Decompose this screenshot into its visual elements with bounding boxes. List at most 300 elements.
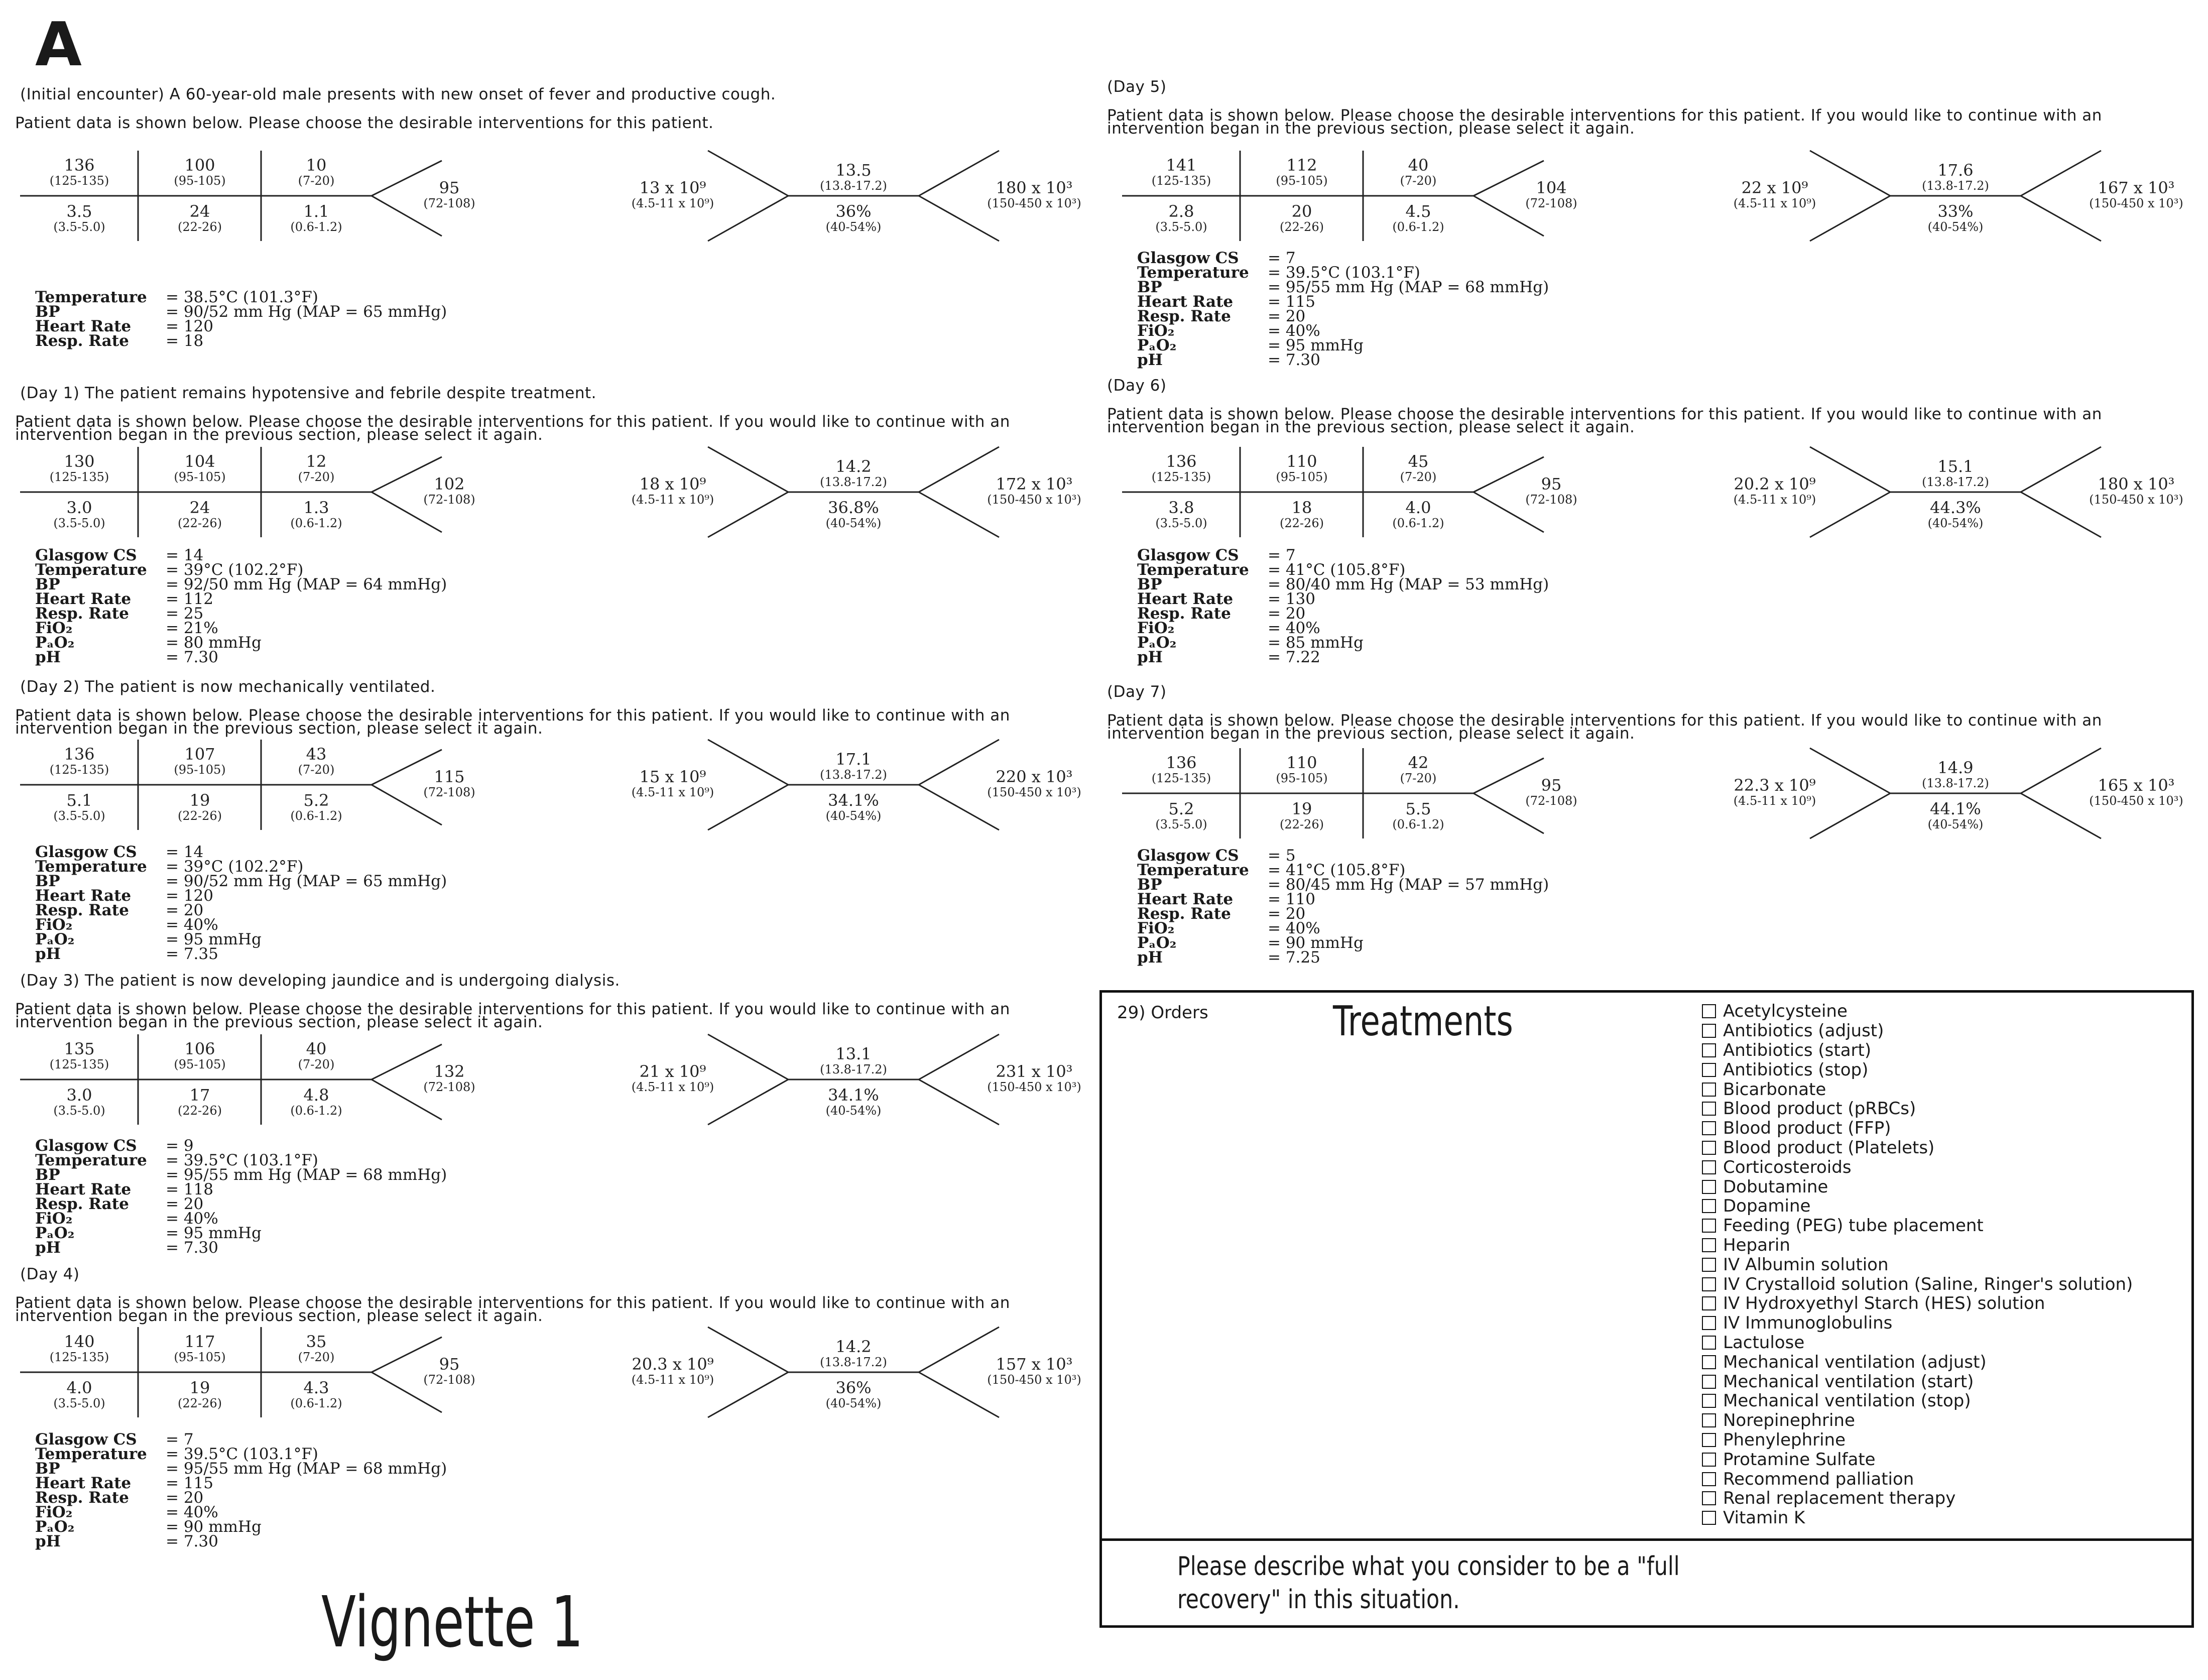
vital-value: = 7.25 (1268, 948, 1320, 967)
vitals-list (1137, 849, 1549, 965)
bmp-sodium: 136 (64, 156, 95, 175)
bmp-creatinine: 1.3 (303, 498, 329, 517)
bmp-bicarbonate-ref: (22-26) (1280, 817, 1324, 831)
vitals-list (35, 1432, 447, 1549)
vital-label: Resp. Rate (1137, 605, 1231, 623)
bmp-bun: 35 (306, 1332, 327, 1351)
vital-value: = 130 (1268, 590, 1315, 608)
cbc-hemoglobin: 14.2 (835, 1337, 872, 1356)
bmp-bicarbonate: 19 (189, 791, 210, 810)
vital-label: Heart Rate (1137, 590, 1234, 608)
vital-value: = 20 (166, 901, 204, 919)
treatment-option[interactable] (1702, 1391, 2133, 1411)
bmp-glucose-ref: (72-108) (1525, 493, 1577, 507)
vital-label: pH (35, 1239, 61, 1257)
cbc-hemoglobin-ref: (13.8-17.2) (820, 1355, 887, 1369)
cbc-hematocrit: 36% (835, 202, 872, 221)
checkbox[interactable] (1702, 1453, 1716, 1467)
checkbox[interactable] (1702, 1024, 1716, 1038)
cbc-hematocrit-ref: (40-54%) (825, 1396, 882, 1410)
checkbox[interactable] (1702, 1121, 1716, 1135)
bmp-glucose: 104 (1536, 178, 1567, 197)
vital-label: PₐO₂ (35, 1518, 75, 1536)
bmp-chloride-ref: (95-105) (174, 1350, 226, 1364)
bmp-chloride-ref: (95-105) (174, 174, 226, 188)
cbc-hemoglobin-ref: (13.8-17.2) (1922, 776, 1989, 790)
treatment-option[interactable] (1702, 1021, 2133, 1041)
checkbox[interactable] (1702, 1199, 1716, 1213)
bmp-bun: 10 (306, 156, 327, 175)
cbc-hemoglobin-ref: (13.8-17.2) (1922, 475, 1989, 489)
treatment-option[interactable] (1702, 1489, 2133, 1508)
bmp-creatinine-ref: (0.6-1.2) (290, 809, 342, 823)
vital-value: = 20 (1268, 307, 1306, 325)
bmp-creatinine: 5.5 (1405, 799, 1431, 818)
cbc-hemoglobin: 14.2 (835, 457, 872, 476)
vital-label: PₐO₂ (35, 634, 75, 652)
checkbox[interactable] (1702, 1511, 1716, 1525)
treatment-option[interactable] (1702, 1060, 2133, 1079)
treatments-checklist (1702, 1002, 2133, 1528)
cbc-hematocrit: 44.3% (1930, 498, 1981, 517)
checkbox[interactable] (1702, 1296, 1716, 1310)
cbc-wbc: 22 x 10⁹ (1741, 178, 1808, 197)
vital-value: = 110 (1268, 890, 1315, 908)
full-recovery-prompt: Please describe what you consider to be a "full recovery" in this situation. (1177, 1551, 1680, 1615)
section-prompt: Patient data is shown below. Please choose the desirable interventions for this patient. If you would like to continue with an intervention began in the previous section, please select it again. (15, 1294, 1010, 1325)
vital-label: PₐO₂ (35, 1224, 75, 1242)
cbc-wbc: 21 x 10⁹ (639, 1062, 706, 1081)
vital-label: Temperature (35, 858, 147, 876)
treatment-option[interactable] (1702, 1255, 2133, 1274)
cbc-hematocrit-ref: (40-54%) (825, 809, 882, 823)
vital-label: Glasgow CS (35, 546, 137, 564)
cbc-platelets: 231 x 10³ (996, 1062, 1073, 1081)
cbc-hematocrit: 34.1% (828, 1086, 879, 1105)
vital-label: BP (1137, 575, 1162, 593)
vital-value: = 21% (166, 619, 218, 637)
vital-row (35, 1491, 447, 1505)
bmp-bun: 42 (1408, 753, 1429, 772)
vital-value: = 5 (1268, 847, 1296, 865)
section-header: (Day 3) The patient is now developing jaundice and is undergoing dialysis. (20, 972, 620, 990)
vital-value: = 40% (166, 1210, 218, 1228)
vital-value: = 20 (1268, 905, 1306, 923)
vital-label: Glasgow CS (35, 1137, 137, 1155)
bmp-creatinine-ref: (0.6-1.2) (290, 1104, 342, 1118)
bmp-bicarbonate-ref: (22-26) (178, 1104, 222, 1118)
vital-label: Temperature (35, 288, 147, 306)
treatment-label: Vitamin K (1723, 1508, 1805, 1528)
treatment-option[interactable] (1702, 1138, 2133, 1158)
vital-value: = 40% (1268, 322, 1320, 340)
bmp-creatinine-ref: (0.6-1.2) (1392, 817, 1444, 831)
checkbox[interactable] (1702, 1238, 1716, 1252)
bmp-sodium: 136 (1166, 753, 1197, 772)
cbc-wbc: 22.3 x 10⁹ (1734, 776, 1816, 795)
treatment-option[interactable] (1702, 1469, 2133, 1489)
bmp-creatinine-ref: (0.6-1.2) (1392, 220, 1444, 234)
vital-value: = 90/52 mm Hg (MAP = 65 mmHg) (166, 303, 447, 321)
cbc-wbc: 18 x 10⁹ (639, 474, 706, 494)
bmp-bicarbonate-ref: (22-26) (178, 516, 222, 530)
cbc-hemoglobin: 13.5 (835, 161, 872, 180)
treatment-label: Blood product (pRBCs) (1723, 1099, 1916, 1119)
vital-label: Temperature (35, 561, 147, 579)
cbc-wbc-ref: (4.5-11 x 10⁹) (631, 1080, 714, 1094)
checkbox[interactable] (1702, 1083, 1716, 1097)
bmp-creatinine-ref: (0.6-1.2) (290, 516, 342, 530)
treatment-option[interactable] (1702, 1196, 2133, 1216)
vital-value: = 39°C (102.2°F) (166, 858, 304, 876)
cbc-wbc: 15 x 10⁹ (639, 767, 706, 786)
bmp-potassium: 3.8 (1168, 498, 1194, 517)
cbc-hemoglobin: 14.9 (1937, 758, 1974, 777)
treatment-label: Heparin (1723, 1235, 1790, 1255)
vital-label: FiO₂ (1137, 322, 1175, 340)
cbc-wbc-ref: (4.5-11 x 10⁹) (631, 493, 714, 507)
bmp-potassium: 5.2 (1168, 799, 1194, 818)
vital-value: = 118 (166, 1180, 213, 1198)
bmp-bun: 40 (306, 1039, 327, 1058)
vital-label: Resp. Rate (35, 1489, 129, 1507)
checkbox[interactable] (1702, 1160, 1716, 1174)
vital-label: Glasgow CS (35, 843, 137, 861)
cbc-hematocrit: 34.1% (828, 791, 879, 810)
bmp-potassium: 3.5 (66, 202, 92, 221)
section-prompt: Patient data is shown below. Please choose the desirable interventions for this patient. If you would like to continue with an intervention began in the previous section, please select it again. (1107, 106, 2102, 138)
bmp-potassium-ref: (3.5-5.0) (1155, 220, 1207, 234)
vital-row (35, 1534, 447, 1549)
section-header: (Initial encounter) A 60-year-old male presents with new onset of fever and productive cough. (20, 85, 776, 103)
vital-label: pH (1137, 948, 1163, 967)
bmp-sodium-ref: (125-135) (49, 1350, 109, 1364)
bmp-potassium: 5.1 (66, 791, 92, 810)
cbc-platelets: 167 x 10³ (2098, 178, 2175, 197)
vital-value: = 7.22 (1268, 648, 1320, 666)
bmp-bicarbonate-ref: (22-26) (1280, 220, 1324, 234)
bmp-potassium: 2.8 (1168, 202, 1194, 221)
vital-value: = 39.5°C (103.1°F) (166, 1151, 318, 1169)
treatment-label: Dobutamine (1723, 1176, 1828, 1197)
vital-label: Resp. Rate (35, 1195, 129, 1213)
cbc-hemoglobin: 17.1 (835, 750, 872, 769)
bmp-potassium-ref: (3.5-5.0) (53, 1104, 105, 1118)
section-header: (Day 5) (1107, 78, 1167, 96)
checkbox[interactable] (1702, 1491, 1716, 1505)
bmp-bun: 43 (306, 745, 327, 764)
treatment-option[interactable] (1702, 1352, 2133, 1372)
vital-label: pH (35, 1532, 61, 1550)
vital-value: = 95 mmHg (166, 930, 262, 948)
treatment-label: Blood product (Platelets) (1723, 1137, 1935, 1158)
treatment-label: Corticosteroids (1723, 1157, 1852, 1177)
checkbox[interactable] (1702, 1394, 1716, 1408)
bmp-chloride-ref: (95-105) (1276, 470, 1328, 484)
treatment-option[interactable] (1702, 1450, 2133, 1469)
bmp-bicarbonate: 20 (1291, 202, 1312, 221)
treatment-label: Lactulose (1723, 1332, 1805, 1353)
bmp-creatinine-ref: (0.6-1.2) (290, 1396, 342, 1410)
treatment-option[interactable] (1702, 1411, 2133, 1430)
cbc-platelets: 157 x 10³ (996, 1355, 1073, 1374)
treatment-option[interactable] (1702, 1119, 2133, 1138)
bmp-glucose-ref: (72-108) (423, 493, 475, 507)
treatment-label: Blood product (FFP) (1723, 1118, 1891, 1139)
cbc-platelets: 220 x 10³ (996, 767, 1073, 786)
vital-value: = 90/52 mm Hg (MAP = 65 mmHg) (166, 872, 447, 890)
bmp-bun-ref: (7-20) (298, 1350, 335, 1364)
cbc-hemoglobin: 13.1 (835, 1044, 872, 1063)
bmp-sodium: 130 (64, 452, 95, 471)
treatment-option[interactable] (1702, 1508, 2133, 1528)
treatment-option[interactable] (1702, 1099, 2133, 1119)
bmp-glucose-ref: (72-108) (423, 785, 475, 799)
bmp-chloride: 104 (184, 452, 215, 471)
vital-row (1137, 950, 1549, 965)
treatment-label: IV Immunoglobulins (1723, 1313, 1893, 1334)
cbc-platelets: 180 x 10³ (2098, 474, 2175, 494)
vital-label: Heart Rate (35, 317, 132, 335)
checkbox[interactable] (1702, 1355, 1716, 1369)
vital-label: FiO₂ (35, 1503, 73, 1521)
cbc-wbc-ref: (4.5-11 x 10⁹) (1733, 493, 1816, 507)
vital-value: = 95 mmHg (166, 1224, 262, 1242)
checkbox[interactable] (1702, 1043, 1716, 1057)
vital-value: = 90 mmHg (166, 1518, 262, 1536)
checkbox[interactable] (1702, 1472, 1716, 1486)
bmp-creatinine: 4.8 (303, 1086, 329, 1105)
vital-value: = 14 (166, 546, 204, 564)
checkbox[interactable] (1702, 1413, 1716, 1427)
bmp-potassium: 3.0 (66, 498, 92, 517)
vital-value: = 7.30 (166, 1239, 218, 1257)
vital-row (1137, 936, 1549, 950)
vital-value: = 95/55 mm Hg (MAP = 68 mmHg) (166, 1460, 447, 1478)
bmp-sodium-ref: (125-135) (1151, 771, 1211, 785)
bmp-chloride: 100 (184, 156, 215, 175)
bmp-chloride: 106 (184, 1039, 215, 1058)
vital-value: = 95 mmHg (1268, 336, 1364, 354)
cbc-platelets-ref: (150-450 x 10³) (987, 196, 1081, 210)
vital-value: = 85 mmHg (1268, 634, 1364, 652)
section-prompt: Patient data is shown below. Please choose the desirable interventions for this patient. If you would like to continue with an intervention began in the previous section, please select it again. (15, 413, 1010, 444)
bmp-chloride: 112 (1286, 156, 1317, 175)
bmp-bun: 45 (1408, 452, 1429, 471)
vital-value: = 7.30 (166, 1532, 218, 1550)
cbc-hemoglobin-ref: (13.8-17.2) (820, 179, 887, 193)
bmp-chloride-ref: (95-105) (1276, 771, 1328, 785)
vital-label: Heart Rate (35, 1180, 132, 1198)
bmp-chloride-ref: (95-105) (174, 1057, 226, 1071)
bmp-glucose: 95 (439, 1355, 460, 1374)
vital-label: Heart Rate (35, 590, 132, 608)
vital-label: FiO₂ (35, 619, 73, 637)
bmp-glucose: 95 (439, 178, 460, 197)
vital-label: BP (35, 1460, 60, 1478)
treatment-label: Acetylcysteine (1723, 1001, 1848, 1022)
vital-label: PₐO₂ (1137, 634, 1177, 652)
vital-label: Resp. Rate (35, 901, 129, 919)
cbc-wbc-ref: (4.5-11 x 10⁹) (631, 196, 714, 210)
treatment-label: Protamine Sulfate (1723, 1449, 1876, 1470)
vital-label: Resp. Rate (35, 332, 129, 350)
vital-value: = 39.5°C (103.1°F) (1268, 264, 1420, 282)
vital-value: = 39°C (102.2°F) (166, 561, 304, 579)
cbc-platelets: 172 x 10³ (996, 474, 1073, 494)
treatment-option[interactable] (1702, 1041, 2133, 1060)
section-prompt: Patient data is shown below. Please choose the desirable interventions for this patient. If you would like to continue with an intervention began in the previous section, please select it again. (1107, 405, 2102, 436)
checkbox[interactable] (1702, 1277, 1716, 1291)
vital-label: PₐO₂ (1137, 934, 1177, 952)
treatment-option[interactable] (1702, 1002, 2133, 1021)
bmp-sodium-ref: (125-135) (1151, 174, 1211, 188)
bmp-sodium: 140 (64, 1332, 95, 1351)
checkbox[interactable] (1702, 1433, 1716, 1447)
cbc-hematocrit-ref: (40-54%) (825, 220, 882, 234)
vital-label: Heart Rate (1137, 890, 1234, 908)
vital-label: BP (35, 872, 60, 890)
bmp-bicarbonate: 19 (1291, 799, 1312, 818)
cbc-hematocrit-ref: (40-54%) (825, 516, 882, 530)
bmp-bicarbonate: 18 (1291, 498, 1312, 517)
vital-value: = 115 (166, 1474, 213, 1492)
vital-label: pH (1137, 648, 1163, 666)
bmp-bicarbonate-ref: (22-26) (178, 220, 222, 234)
treatment-option[interactable] (1702, 1177, 2133, 1196)
bmp-glucose-ref: (72-108) (423, 1373, 475, 1387)
vital-value: = 95/55 mm Hg (MAP = 68 mmHg) (166, 1166, 447, 1184)
treatment-label: Phenylephrine (1723, 1429, 1846, 1450)
cbc-hematocrit-ref: (40-54%) (825, 1104, 882, 1118)
checkbox[interactable] (1702, 1141, 1716, 1155)
bmp-sodium: 136 (64, 745, 95, 764)
checkbox[interactable] (1702, 1004, 1716, 1018)
bmp-bun: 40 (1408, 156, 1429, 175)
bmp-sodium-ref: (125-135) (49, 470, 109, 484)
treatment-option[interactable] (1702, 1236, 2133, 1255)
treatment-option[interactable] (1702, 1079, 2133, 1099)
bmp-chloride: 110 (1286, 753, 1317, 772)
vital-value: = 80/40 mm Hg (MAP = 53 mmHg) (1268, 575, 1549, 593)
treatment-label: Mechanical ventilation (adjust) (1723, 1352, 1987, 1372)
section-header: (Day 1) The patient remains hypotensive and febrile despite treatment. (20, 384, 597, 402)
treatment-label: Dopamine (1723, 1196, 1811, 1217)
vital-value: = 115 (1268, 293, 1315, 311)
bmp-sodium: 135 (64, 1039, 95, 1058)
treatment-option[interactable] (1702, 1430, 2133, 1450)
vital-value: = 25 (166, 605, 204, 623)
bmp-glucose: 95 (1541, 474, 1562, 494)
bmp-sodium: 141 (1166, 156, 1197, 175)
section-header: (Day 2) The patient is now mechanically ventilated. (20, 678, 436, 696)
bmp-glucose: 132 (434, 1062, 465, 1081)
treatment-option[interactable] (1702, 1294, 2133, 1313)
bmp-bun-ref: (7-20) (298, 763, 335, 777)
treatment-option[interactable] (1702, 1313, 2133, 1333)
vital-value: = 39.5°C (103.1°F) (166, 1445, 318, 1463)
bmp-sodium-ref: (125-135) (49, 763, 109, 777)
bmp-glucose-ref: (72-108) (1525, 196, 1577, 210)
section-prompt: Patient data is shown below. Please choose the desirable interventions for this patient. If you would like to continue with an intervention began in the previous section, please select it again. (1107, 711, 2102, 743)
checkbox[interactable] (1702, 1063, 1716, 1077)
cbc-hemoglobin: 15.1 (1937, 457, 1974, 476)
divider (1102, 1538, 2191, 1541)
bmp-potassium-ref: (3.5-5.0) (53, 809, 105, 823)
checkbox[interactable] (1702, 1316, 1716, 1330)
treatment-option[interactable] (1702, 1157, 2133, 1177)
vital-value: = 120 (166, 887, 213, 905)
bmp-potassium: 3.0 (66, 1086, 92, 1105)
vital-label: Glasgow CS (35, 1430, 137, 1449)
cbc-platelets-ref: (150-450 x 10³) (987, 493, 1081, 507)
day-section (0, 0, 1099, 1680)
cbc-hematocrit: 36% (835, 1378, 872, 1397)
vital-label: Glasgow CS (1137, 546, 1239, 564)
bmp-creatinine-ref: (0.6-1.2) (290, 220, 342, 234)
vital-label: Heart Rate (1137, 293, 1234, 311)
checkbox[interactable] (1702, 1219, 1716, 1233)
cbc-platelets: 180 x 10³ (996, 178, 1073, 197)
cbc-hematocrit: 44.1% (1930, 799, 1981, 818)
section-header: (Day 7) (1107, 683, 1167, 701)
checkbox[interactable] (1702, 1375, 1716, 1389)
section-prompt: Patient data is shown below. Please choose the desirable interventions for this patient. (15, 114, 714, 132)
treatment-option[interactable] (1702, 1333, 2133, 1353)
treatment-label: Antibiotics (start) (1723, 1040, 1872, 1060)
cbc-hematocrit-ref: (40-54%) (1927, 220, 1984, 234)
orders-label: 29) Orders (1117, 1003, 1208, 1023)
vital-value: = 9 (166, 1137, 194, 1155)
vital-value: = 41°C (105.8°F) (1268, 861, 1406, 879)
bmp-bicarbonate-ref: (22-26) (178, 809, 222, 823)
treatment-label: Antibiotics (stop) (1723, 1059, 1869, 1080)
lab-diagram (0, 1312, 1099, 1427)
vital-label: Resp. Rate (1137, 905, 1231, 923)
bmp-sodium-ref: (125-135) (1151, 470, 1211, 484)
treatment-option[interactable] (1702, 1216, 2133, 1236)
vital-label: Resp. Rate (1137, 307, 1231, 325)
vital-value: = 80/45 mm Hg (MAP = 57 mmHg) (1268, 876, 1549, 894)
vital-label: Resp. Rate (35, 605, 129, 623)
checkbox[interactable] (1702, 1102, 1716, 1116)
treatment-option[interactable] (1702, 1274, 2133, 1294)
checkbox[interactable] (1702, 1180, 1716, 1194)
bmp-bicarbonate: 24 (189, 498, 210, 517)
checkbox[interactable] (1702, 1258, 1716, 1272)
vital-value: = 20 (1268, 605, 1306, 623)
treatment-label: Mechanical ventilation (stop) (1723, 1391, 1971, 1411)
vital-value: = 7.30 (1268, 351, 1320, 369)
vital-label: BP (35, 575, 60, 593)
vital-label: FiO₂ (35, 1210, 73, 1228)
bmp-chloride: 110 (1286, 452, 1317, 471)
vital-value: = 7 (1268, 546, 1296, 564)
treatment-label: Mechanical ventilation (start) (1723, 1371, 1974, 1392)
treatment-label: IV Albumin solution (1723, 1254, 1889, 1275)
cbc-wbc: 20.2 x 10⁹ (1734, 474, 1816, 494)
bmp-creatinine-ref: (0.6-1.2) (1392, 516, 1444, 530)
treatment-option[interactable] (1702, 1372, 2133, 1391)
vital-label: Temperature (1137, 861, 1249, 879)
cbc-platelets-ref: (150-450 x 10³) (2089, 493, 2183, 507)
bmp-bicarbonate: 17 (189, 1086, 210, 1105)
vital-value: = 112 (166, 590, 213, 608)
cbc-wbc-ref: (4.5-11 x 10⁹) (1733, 196, 1816, 210)
bmp-bicarbonate: 19 (189, 1378, 210, 1397)
checkbox[interactable] (1702, 1336, 1716, 1350)
vital-value: = 14 (166, 843, 204, 861)
